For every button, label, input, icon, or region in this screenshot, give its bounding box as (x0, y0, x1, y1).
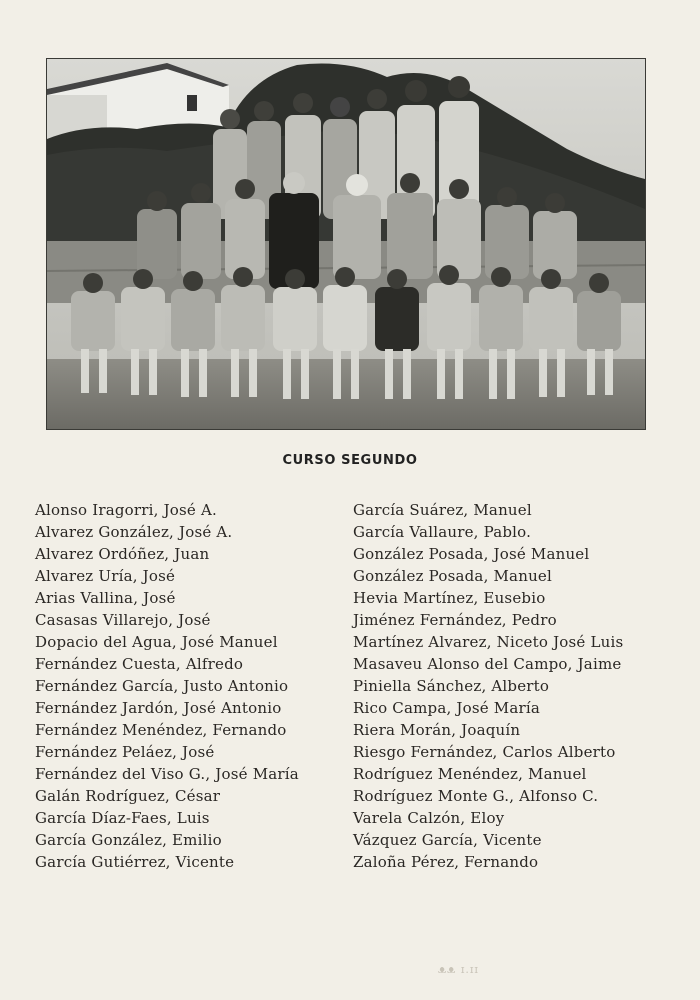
name-entry: González Posada, José Manuel (353, 545, 590, 563)
name-entry: Fernández Jardón, José Antonio (35, 699, 282, 717)
name-entry: Fernández Menéndez, Fernando (35, 721, 287, 739)
names-column-left (35, 499, 299, 873)
name-entry: García Díaz-Faes, Luis (35, 809, 210, 827)
name-entry: Rodríguez Menéndez, Manuel (353, 765, 587, 783)
name-entry: Riesgo Fernández, Carlos Alberto (353, 743, 616, 761)
name-entry: Riera Morán, Joaquín (353, 721, 521, 739)
name-entry: Piniella Sánchez, Alberto (353, 677, 550, 695)
name-entry: Hevia Martínez, Eusebio (353, 589, 546, 607)
name-entry: García Vallaure, Pablo. (353, 523, 532, 541)
name-entry: Masaveu Alonso del Campo, Jaime (353, 655, 622, 673)
name-entry: García Suárez, Manuel (353, 501, 532, 519)
name-entry: Alvarez González, José A. (35, 523, 233, 541)
name-entry: Alvarez Uría, José (35, 567, 176, 585)
name-entry: Galán Rodríguez, César (35, 787, 221, 805)
name-entry: Fernández García, Justo Antonio (35, 677, 289, 695)
name-entry: Rodríguez Monte G., Alfonso C. (353, 787, 599, 805)
name-entry: Arias Vallina, José (35, 589, 176, 607)
name-entry: Dopacio del Agua, José Manuel (35, 633, 278, 651)
name-entry: Zaloña Pérez, Fernando (353, 853, 539, 871)
faint-page-mark: ᴥᴥ ɪ.ɪɪ (438, 963, 479, 976)
class-group-photo (46, 58, 646, 430)
names-column-right (353, 499, 623, 873)
name-entry: Fernández Cuesta, Alfredo (35, 655, 244, 673)
name-entry: Jiménez Fernández, Pedro (353, 611, 557, 629)
name-entry: Fernández Peláez, José (35, 743, 215, 761)
middle-row-shape (137, 172, 577, 289)
name-entry: García Gutiérrez, Vicente (35, 853, 235, 871)
name-entry: Rico Campa, José María (353, 699, 541, 717)
class-group-photo-icon (47, 59, 645, 429)
name-entry: García González, Emilio (35, 831, 222, 849)
name-entry: Varela Calzón, Eloy (353, 809, 505, 827)
name-entry: González Posada, Manuel (353, 567, 552, 585)
name-entry: Alvarez Ordóñez, Juan (35, 545, 210, 563)
name-entry: Alonso Iragorri, José A. (35, 501, 217, 519)
name-entry: Casasas Villarejo, José (35, 611, 211, 629)
name-entry: Vázquez García, Vicente (353, 831, 542, 849)
name-entry: Martínez Alvarez, Niceto José Luis (353, 633, 624, 651)
section-heading: CURSO SEGUNDO (282, 453, 418, 468)
name-entry: Fernández del Viso G., José María (35, 765, 299, 783)
